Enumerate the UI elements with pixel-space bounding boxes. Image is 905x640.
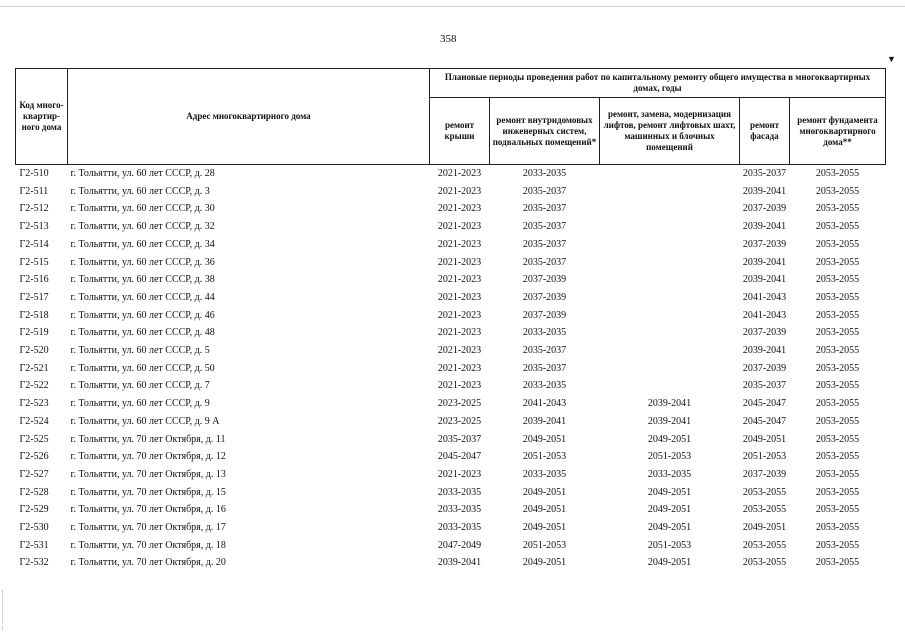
- cell-elevators: 2049-2051: [647, 522, 692, 534]
- cell-facade: 2053-2055: [742, 539, 787, 551]
- cell-systems: 2041-2043: [522, 398, 567, 410]
- cell-systems: 2033-2035: [522, 168, 567, 179]
- cell-address: г. Тольятти, ул. 70 лет Октября, д. 12: [70, 451, 226, 463]
- cell-facade: 2039-2041: [742, 185, 787, 197]
- cell-elevators: [600, 289, 740, 307]
- cell-address: г. Тольятти, ул. 70 лет Октября, д. 17: [70, 522, 226, 534]
- header-systems: ремонт внутридомовых инженерных систем, подвальных помещений*: [490, 98, 600, 165]
- cell-address: г. Тольятти, ул. 60 лет СССР, д. 36: [70, 256, 215, 268]
- cell-roof: 2021-2023: [437, 256, 482, 268]
- cell-facade: 2037-2039: [742, 468, 787, 480]
- table-row: [16, 218, 886, 236]
- table-row: [16, 360, 886, 378]
- cell-foundation: 2053-2055: [815, 468, 860, 480]
- cell-foundation: 2053-2055: [815, 309, 860, 321]
- cell-elevators: 2049-2051: [647, 486, 692, 498]
- cell-code: Г2-519: [19, 327, 49, 339]
- cell-roof: 2033-2035: [437, 522, 482, 534]
- cell-foundation: 2053-2055: [815, 433, 860, 445]
- cell-elevators: [600, 360, 740, 378]
- cell-foundation: 2053-2055: [815, 291, 860, 303]
- table-row: [16, 484, 886, 502]
- cell-systems: 2033-2035: [522, 327, 567, 339]
- cell-systems: 2037-2039: [522, 309, 567, 321]
- cell-systems: 2035-2037: [522, 345, 567, 357]
- cell-facade: 2039-2041: [742, 221, 787, 233]
- cell-code: Г2-532: [19, 557, 49, 569]
- cell-address: г. Тольятти, ул. 70 лет Октября, д. 16: [70, 504, 226, 516]
- cell-elevators: [600, 218, 740, 236]
- cell-foundation: 2053-2055: [815, 539, 860, 551]
- table-body: [16, 165, 886, 573]
- cell-facade: 2053-2055: [742, 486, 787, 498]
- cell-roof: 2021-2023: [437, 238, 482, 250]
- cell-roof: 2021-2023: [437, 468, 482, 480]
- table-row: [16, 200, 886, 218]
- cell-facade: 2037-2039: [742, 362, 787, 374]
- cell-roof: 2023-2025: [437, 398, 482, 410]
- cell-facade: 2053-2055: [742, 557, 787, 569]
- cell-address: г. Тольятти, ул. 70 лет Октября, д. 18: [70, 539, 226, 551]
- cell-elevators: 2049-2051: [647, 557, 692, 569]
- table-row: [16, 342, 886, 360]
- cell-foundation: 2053-2055: [815, 362, 860, 374]
- cell-foundation: 2053-2055: [815, 203, 860, 215]
- header-planned-periods: Плановые периоды проведения работ по капитальному ремонту общего имущества в многоквартирных домах, годы: [430, 69, 886, 98]
- cell-elevators: 2051-2053: [647, 539, 692, 551]
- cell-facade: 2053-2055: [742, 504, 787, 516]
- cell-systems: 2033-2035: [522, 468, 567, 480]
- cell-code: Г2-531: [19, 539, 49, 551]
- cell-elevators: 2049-2051: [647, 433, 692, 445]
- cell-foundation: 2053-2055: [815, 380, 860, 392]
- cell-foundation: 2053-2055: [815, 486, 860, 498]
- cell-roof: 2023-2025: [437, 415, 482, 427]
- cell-elevators: [600, 377, 740, 395]
- cell-roof: 2045-2047: [437, 451, 482, 463]
- table-row: [16, 554, 886, 572]
- cell-address: г. Тольятти, ул. 60 лет СССР, д. 3: [70, 185, 210, 197]
- cell-systems: 2051-2053: [522, 451, 567, 463]
- cell-address: г. Тольятти, ул. 60 лет СССР, д. 38: [70, 274, 215, 286]
- cell-address: г. Тольятти, ул. 60 лет СССР, д. 30: [70, 203, 215, 215]
- cell-facade: 2035-2037: [742, 380, 787, 392]
- table-row: [16, 395, 886, 413]
- table-row: [16, 289, 886, 307]
- cell-code: Г2-518: [19, 309, 49, 321]
- cell-address: г. Тольятти, ул. 60 лет СССР, д. 5: [70, 345, 210, 357]
- cell-foundation: 2053-2055: [815, 327, 860, 339]
- cell-roof: 2021-2023: [437, 221, 482, 233]
- cell-code: Г2-521: [19, 362, 49, 374]
- repair-schedule-table-wrapper: [15, 68, 886, 572]
- cell-facade: 2037-2039: [742, 238, 787, 250]
- cell-roof: 2021-2023: [437, 168, 482, 179]
- cell-elevators: [600, 183, 740, 201]
- cell-facade: 2051-2053: [742, 451, 787, 463]
- cell-foundation: 2053-2055: [815, 557, 860, 569]
- cell-systems: 2049-2051: [522, 557, 567, 569]
- cell-foundation: 2053-2055: [815, 221, 860, 233]
- cell-roof: 2021-2023: [437, 274, 482, 286]
- cell-roof: 2033-2035: [437, 486, 482, 498]
- cell-elevators: [600, 324, 740, 342]
- table-row: [16, 307, 886, 325]
- table-row: [16, 413, 886, 431]
- cell-foundation: 2053-2055: [815, 168, 860, 179]
- cell-systems: 2037-2039: [522, 274, 567, 286]
- cell-elevators: [600, 165, 740, 183]
- table-row: [16, 377, 886, 395]
- cell-foundation: 2053-2055: [815, 451, 860, 463]
- cell-elevators: [600, 236, 740, 254]
- cell-systems: 2035-2037: [522, 362, 567, 374]
- cell-facade: 2037-2039: [742, 203, 787, 215]
- cell-facade: 2049-2051: [742, 433, 787, 445]
- header-roof: ремонт крыши: [430, 98, 490, 165]
- cell-roof: 2021-2023: [437, 185, 482, 197]
- cell-foundation: 2053-2055: [815, 522, 860, 534]
- cell-systems: 2049-2051: [522, 486, 567, 498]
- cell-facade: 2049-2051: [742, 522, 787, 534]
- header-code: Код много-квартир-ного дома: [16, 69, 68, 165]
- cell-code: Г2-526: [19, 451, 49, 463]
- cell-address: г. Тольятти, ул. 60 лет СССР, д. 50: [70, 362, 215, 374]
- cell-elevators: [600, 307, 740, 325]
- cell-code: Г2-528: [19, 486, 49, 498]
- header-address: Адрес многоквартирного дома: [68, 69, 430, 165]
- table-row: [16, 183, 886, 201]
- cell-facade: 2039-2041: [742, 274, 787, 286]
- cell-systems: 2049-2051: [522, 522, 567, 534]
- cell-code: Г2-524: [19, 415, 49, 427]
- cell-address: г. Тольятти, ул. 60 лет СССР, д. 34: [70, 238, 215, 250]
- cell-code: Г2-510: [19, 168, 49, 179]
- table-row: [16, 519, 886, 537]
- cell-address: г. Тольятти, ул. 70 лет Октября, д. 15: [70, 486, 226, 498]
- table-row: [16, 448, 886, 466]
- cell-address: г. Тольятти, ул. 60 лет СССР, д. 32: [70, 221, 215, 233]
- cell-address: г. Тольятти, ул. 70 лет Октября, д. 20: [70, 557, 226, 569]
- header-foundation: ремонт фундамента многоквартирного дома**: [790, 98, 886, 165]
- cell-code: Г2-525: [19, 433, 49, 445]
- cell-roof: 2021-2023: [437, 362, 482, 374]
- cell-elevators: 2033-2035: [647, 468, 692, 480]
- cell-roof: 2021-2023: [437, 327, 482, 339]
- table-row: [16, 324, 886, 342]
- cell-elevators: 2039-2041: [647, 415, 692, 427]
- cell-code: Г2-516: [19, 274, 49, 286]
- table-row: [16, 254, 886, 272]
- table-row: [16, 236, 886, 254]
- cell-foundation: 2053-2055: [815, 274, 860, 286]
- cell-code: Г2-522: [19, 380, 49, 392]
- cell-facade: 2035-2037: [742, 168, 787, 179]
- cell-address: г. Тольятти, ул. 60 лет СССР, д. 9: [70, 398, 210, 410]
- edge-arrow-mark: ▼: [887, 54, 896, 64]
- margin-dots: [2, 590, 4, 630]
- cell-systems: 2035-2037: [522, 238, 567, 250]
- cell-address: г. Тольятти, ул. 70 лет Октября, д. 11: [70, 433, 226, 445]
- cell-code: Г2-517: [19, 291, 49, 303]
- cell-roof: 2021-2023: [437, 309, 482, 321]
- cell-code: Г2-515: [19, 256, 49, 268]
- table-row: [16, 537, 886, 555]
- cell-foundation: 2053-2055: [815, 504, 860, 516]
- cell-address: г. Тольятти, ул. 70 лет Октября, д. 13: [70, 468, 226, 480]
- table-row: [16, 271, 886, 289]
- cell-systems: 2049-2051: [522, 504, 567, 516]
- cell-foundation: 2053-2055: [815, 185, 860, 197]
- cell-facade: 2037-2039: [742, 327, 787, 339]
- cell-foundation: 2053-2055: [815, 238, 860, 250]
- cell-elevators: [600, 200, 740, 218]
- table-header: [16, 69, 886, 165]
- cell-roof: 2021-2023: [437, 291, 482, 303]
- cell-facade: 2039-2041: [742, 345, 787, 357]
- cell-roof: 2021-2023: [437, 203, 482, 215]
- cell-address: г. Тольятти, ул. 60 лет СССР, д. 46: [70, 309, 215, 321]
- header-elevators: ремонт, замена, модернизация лифтов, ремонт лифтовых шахт, машинных и блочных помещений: [600, 98, 740, 165]
- table-row: [16, 501, 886, 519]
- cell-elevators: 2039-2041: [647, 398, 692, 410]
- cell-systems: 2037-2039: [522, 291, 567, 303]
- cell-roof: 2039-2041: [437, 557, 482, 569]
- cell-roof: 2033-2035: [437, 504, 482, 516]
- cell-elevators: [600, 254, 740, 272]
- cell-systems: 2035-2037: [522, 221, 567, 233]
- page-top-border: [0, 6, 905, 7]
- table-row: [16, 466, 886, 484]
- cell-systems: 2033-2035: [522, 380, 567, 392]
- cell-systems: 2051-2053: [522, 539, 567, 551]
- cell-systems: 2049-2051: [522, 433, 567, 445]
- cell-address: г. Тольятти, ул. 60 лет СССР, д. 9 А: [70, 415, 220, 427]
- cell-roof: 2021-2023: [437, 345, 482, 357]
- cell-address: г. Тольятти, ул. 60 лет СССР, д. 7: [70, 380, 210, 392]
- page-number: 358: [440, 33, 457, 45]
- cell-address: г. Тольятти, ул. 60 лет СССР, д. 28: [70, 168, 215, 179]
- header-facade: ремонт фасада: [740, 98, 790, 165]
- cell-code: Г2-512: [19, 203, 49, 215]
- cell-address: г. Тольятти, ул. 60 лет СССР, д. 44: [70, 291, 215, 303]
- cell-code: Г2-513: [19, 221, 49, 233]
- cell-foundation: 2053-2055: [815, 345, 860, 357]
- cell-roof: 2047-2049: [437, 539, 482, 551]
- cell-facade: 2045-2047: [742, 398, 787, 410]
- cell-facade: 2039-2041: [742, 256, 787, 268]
- cell-systems: 2035-2037: [522, 256, 567, 268]
- cell-systems: 2039-2041: [522, 415, 567, 427]
- cell-systems: 2035-2037: [522, 185, 567, 197]
- cell-code: Г2-530: [19, 522, 49, 534]
- table-row: [16, 165, 886, 183]
- cell-address: г. Тольятти, ул. 60 лет СССР, д. 48: [70, 327, 215, 339]
- cell-facade: 2041-2043: [742, 291, 787, 303]
- cell-foundation: 2053-2055: [815, 415, 860, 427]
- cell-code: Г2-529: [19, 504, 49, 516]
- cell-roof: 2035-2037: [437, 433, 482, 445]
- cell-facade: 2045-2047: [742, 415, 787, 427]
- cell-code: Г2-514: [19, 238, 49, 250]
- cell-code: Г2-527: [19, 468, 49, 480]
- cell-elevators: [600, 342, 740, 360]
- cell-foundation: 2053-2055: [815, 256, 860, 268]
- cell-facade: 2041-2043: [742, 309, 787, 321]
- cell-elevators: 2049-2051: [647, 504, 692, 516]
- cell-elevators: 2051-2053: [647, 451, 692, 463]
- cell-code: Г2-511: [19, 185, 49, 197]
- cell-foundation: 2053-2055: [815, 398, 860, 410]
- cell-code: Г2-520: [19, 345, 49, 357]
- repair-schedule-table: [15, 68, 886, 572]
- cell-systems: 2035-2037: [522, 203, 567, 215]
- cell-elevators: [600, 271, 740, 289]
- cell-roof: 2021-2023: [437, 380, 482, 392]
- cell-code: Г2-523: [19, 398, 49, 410]
- table-row: [16, 431, 886, 449]
